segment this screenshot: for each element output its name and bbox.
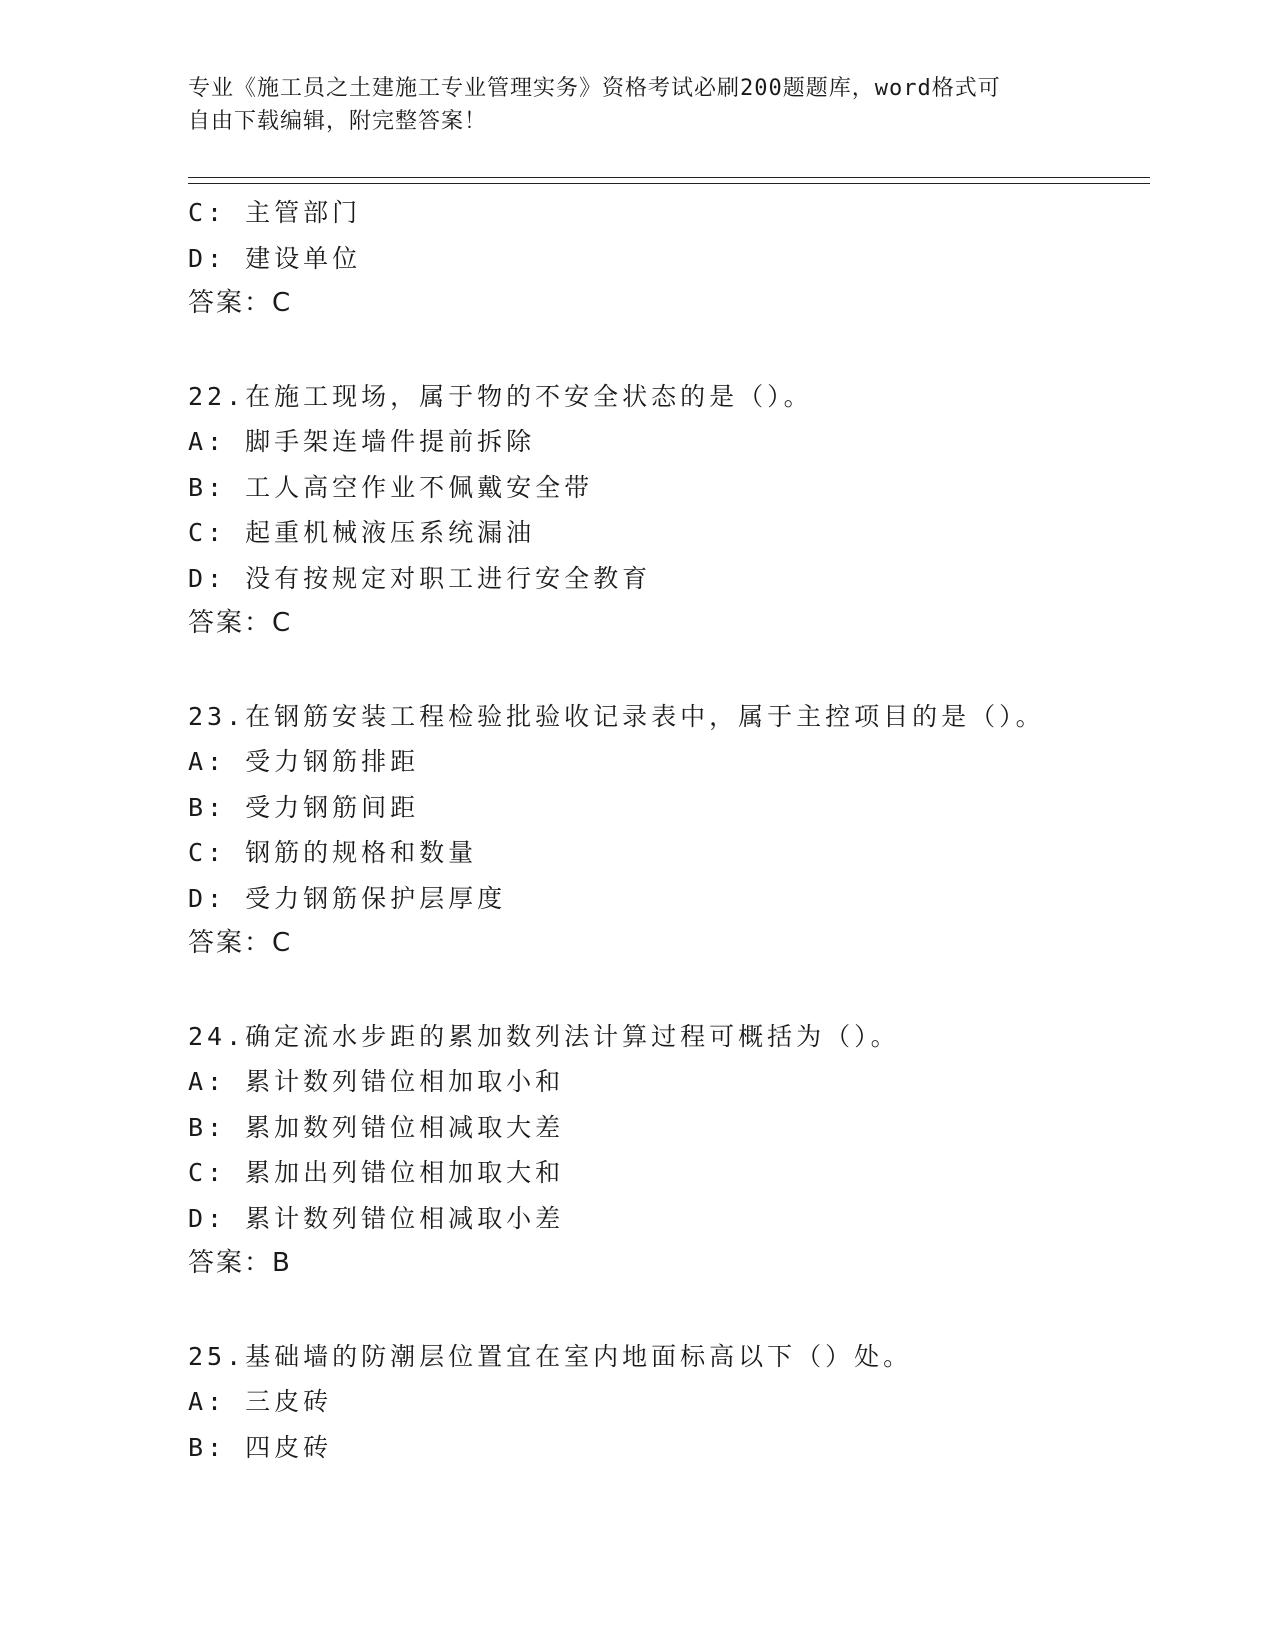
- option-b: B: 工人高空作业不佩戴安全带: [188, 472, 594, 502]
- spacer: [188, 327, 1148, 374]
- answer: 答案：C: [188, 608, 293, 638]
- question-stem: 23.在钢筋安装工程检验批验收记录表中，属于主控项目的是（）。: [188, 701, 1045, 731]
- header-divider-top: [188, 177, 1150, 178]
- option-c: C: 累加出列错位相加取大和: [188, 1158, 565, 1187]
- question-stem: 25.基础墙的防潮层位置宜在室内地面标高以下（）处。: [188, 1341, 913, 1371]
- question-list: [188, 190, 1148, 1470]
- spacer: [188, 1287, 1148, 1334]
- question-22: [188, 374, 1148, 647]
- question-stem: 24.确定流水步距的累加数列法计算过程可概括为（）。: [188, 1021, 900, 1051]
- document-header: [188, 72, 1088, 138]
- question-23: [188, 694, 1148, 967]
- option-c: C: 钢筋的规格和数量: [188, 838, 478, 867]
- option-c: C: 主管部门: [188, 198, 362, 227]
- question-21: [188, 190, 1148, 327]
- answer: 答案：C: [188, 288, 293, 318]
- question-24: [188, 1014, 1148, 1287]
- option-b: B: 四皮砖: [188, 1432, 333, 1462]
- spacer: [188, 647, 1148, 694]
- option-a: A: 脚手架连墙件提前拆除: [188, 427, 536, 456]
- option-b: B: 受力钢筋间距: [188, 792, 420, 822]
- option-b: B: 累加数列错位相减取大差: [188, 1112, 565, 1142]
- header-line-2: 自由下载编辑，附完整答案！: [188, 109, 488, 134]
- option-a: A: 三皮砖: [188, 1387, 333, 1416]
- spacer: [188, 967, 1148, 1014]
- option-d: D: 累计数列错位相减取小差: [188, 1203, 565, 1233]
- question-25: [188, 1334, 1148, 1471]
- answer: 答案：B: [188, 1248, 292, 1278]
- option-d: D: 建设单位: [188, 243, 362, 273]
- option-a: A: 受力钢筋排距: [188, 747, 420, 776]
- answer: 答案：C: [188, 928, 293, 958]
- header-divider-bottom: [188, 183, 1150, 184]
- option-d: D: 没有按规定对职工进行安全教育: [188, 563, 652, 593]
- question-stem: 22.在施工现场，属于物的不安全状态的是（）。: [188, 381, 813, 411]
- header-line-1: 专业《施工员之土建施工专业管理实务》资格考试必刷200题题库，word格式可: [188, 76, 1001, 101]
- option-a: A: 累计数列错位相加取小和: [188, 1067, 565, 1096]
- option-d: D: 受力钢筋保护层厚度: [188, 883, 507, 913]
- option-c: C: 起重机械液压系统漏油: [188, 518, 536, 547]
